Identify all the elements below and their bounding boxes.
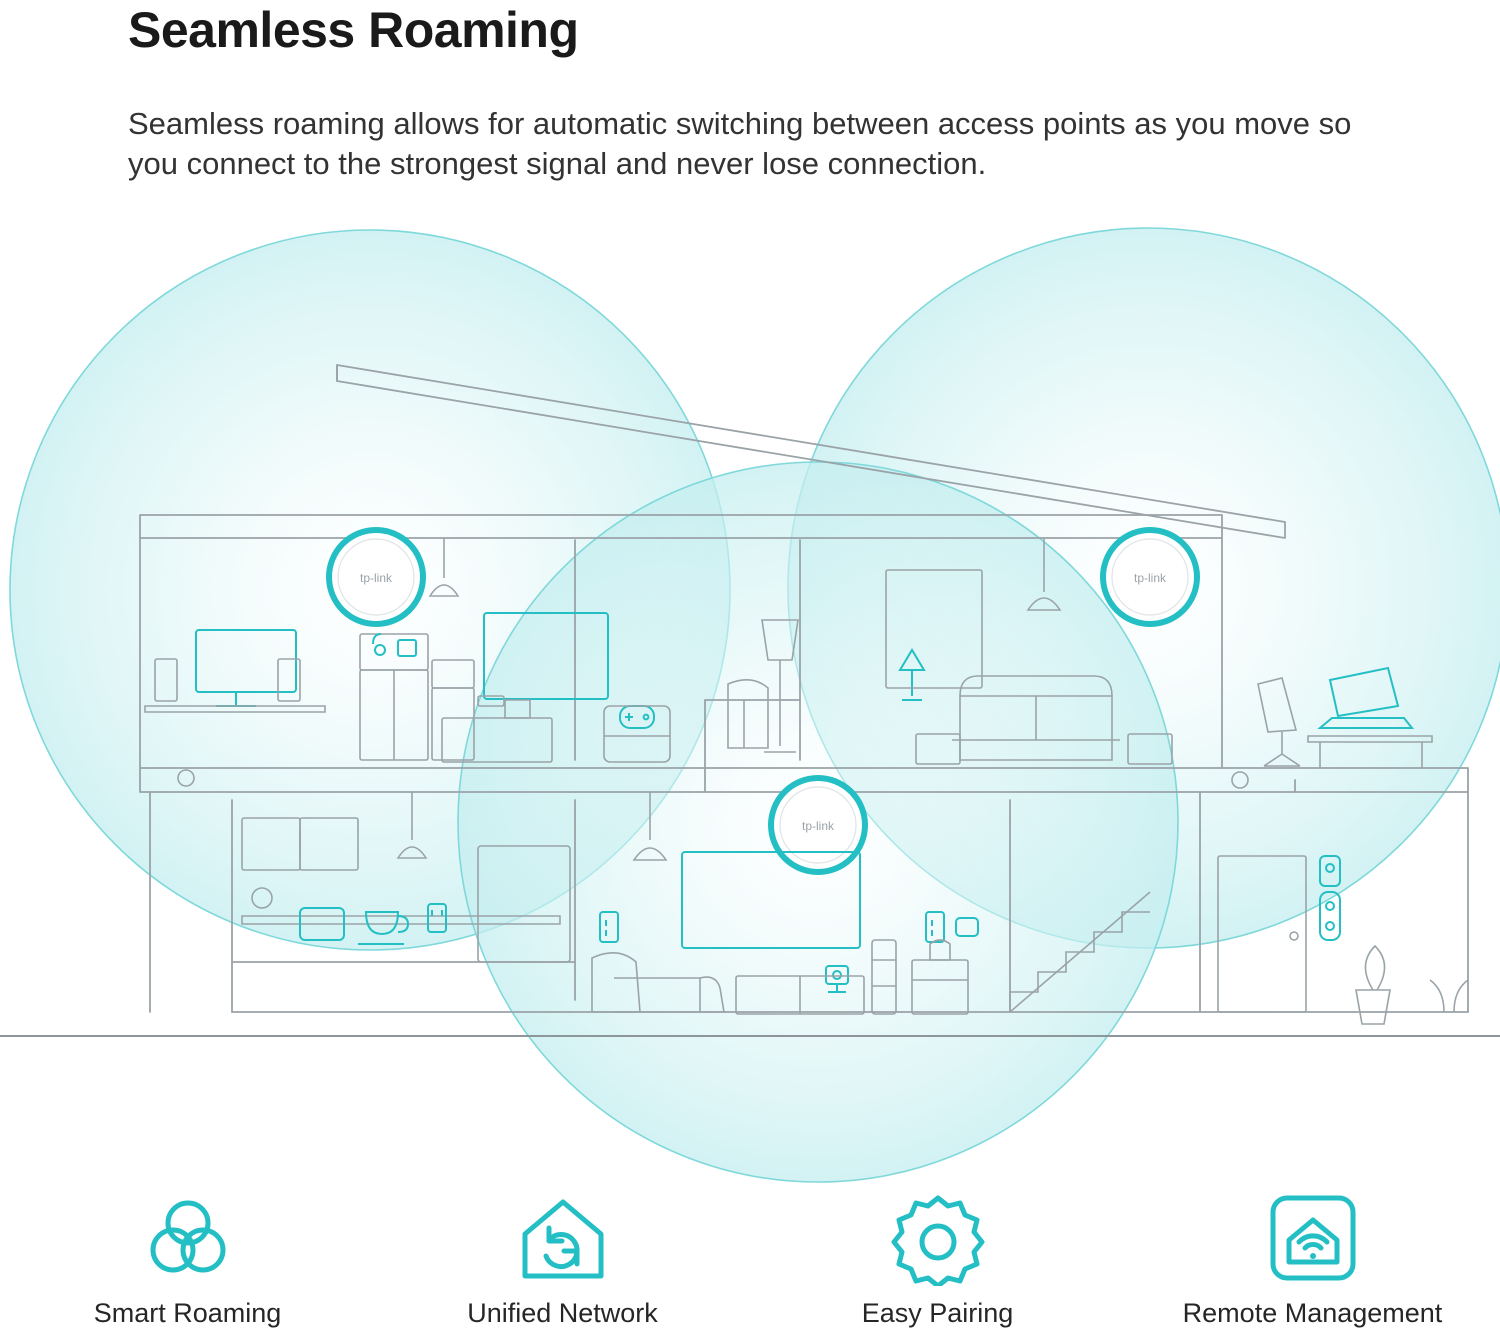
feature-label: Unified Network — [467, 1298, 658, 1328]
access-point-upper-left — [329, 530, 423, 624]
access-point-lower-center — [771, 778, 865, 872]
remote-management-icon — [1265, 1190, 1361, 1286]
page-subtitle: Seamless roaming allows for automatic switching between access points as you move so you connect to the strongest signal and never lose connection. — [128, 106, 1352, 181]
feature-easy-pairing — [750, 1190, 1125, 1329]
svg-text:tp-link: tp-link — [1133, 571, 1167, 585]
svg-text:tp-link: tp-link — [801, 819, 835, 833]
unified-network-icon — [515, 1190, 611, 1286]
feature-label: Easy Pairing — [861, 1298, 1014, 1328]
feature-remote-management — [1125, 1190, 1500, 1329]
feature-list — [0, 1190, 1500, 1340]
svg-text:tp-link: tp-link — [359, 571, 393, 585]
easy-pairing-icon — [890, 1190, 986, 1286]
house-cutaway-illustration — [0, 140, 1500, 1200]
smart-roaming-icon — [140, 1190, 236, 1286]
feature-label: Smart Roaming — [93, 1298, 282, 1328]
page-title: Seamless Roaming — [128, 2, 579, 58]
access-point-upper-right — [1103, 530, 1197, 624]
feature-smart-roaming — [0, 1190, 375, 1329]
feature-label: Remote Management — [1182, 1298, 1443, 1328]
feature-unified-network — [375, 1190, 750, 1329]
